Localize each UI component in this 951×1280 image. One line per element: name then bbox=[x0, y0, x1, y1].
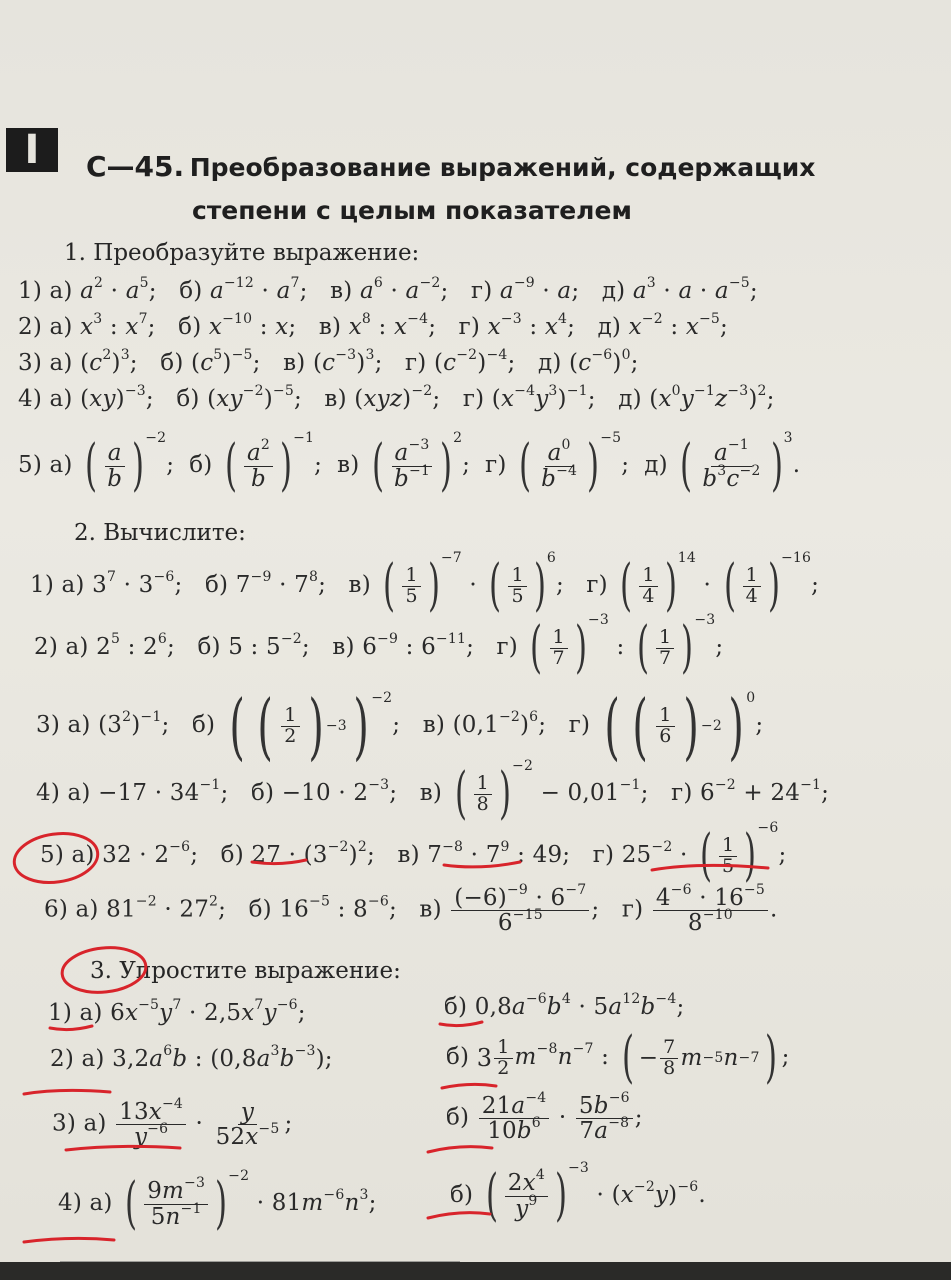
task3-heading: 3. Упростите выражение: bbox=[90, 958, 401, 984]
task2-heading: 2. Вычислите: bbox=[74, 520, 246, 546]
task1-row2: 2) а) $x^3$ : $x^7$; б) $x^{-10}$ : x; в) $x^8$ : $x^{-4}$; г) $x^{-3}$ : $x^4$; д) $x^{-2}$ : $x^{-5}$; bbox=[18, 311, 728, 340]
underline-3-1b bbox=[440, 1022, 482, 1026]
title-text-1: Преобразование выражений, содержащих bbox=[189, 153, 816, 182]
section-badge: I bbox=[6, 128, 58, 172]
task2-row2: 2) а) $2^5$ : $2^6$; б) 5 : $5^{-2}$; в) $6^{-9}$ : $6^{-11}$; г) ( 1 7 ) $^{-3}$ : ( 1 7 ) $^{-3}$; bbox=[34, 612, 724, 680]
task1-heading: 1. Преобразуйте выражение: bbox=[64, 240, 420, 266]
task3-row3b: б) $\frac{21a^{-4}}{10b^6}$ · $\frac{5b^{-6}}{7a^{-8}}$ ; bbox=[446, 1090, 643, 1145]
underline-3-1a bbox=[50, 1026, 92, 1030]
photo-bottom-edge bbox=[0, 1262, 951, 1280]
task3-row3a: 3) а) $\frac{13x^{-4}}{y^{-6}}$ · $\frac{y}{52x^{-5}}$ ; bbox=[52, 1096, 293, 1151]
section-title-line2 bbox=[192, 196, 632, 225]
underline-3-4a bbox=[24, 1238, 114, 1242]
task3-row2b: б) 3 1 2 $m^{-8}n^{-7}$ : ( − 7 8 m −5 n −7 ) ; bbox=[446, 1025, 790, 1090]
task2-row4: 4) $а) -17 \cdot 34^{-1}$; $б) -10 \cdot 2^{-3}$; в) ( 1 8 ) $^{-2} - 0,01^{-1}$; г) $6^{-2} + 24^{-1}$; bbox=[36, 758, 830, 826]
task2-row1: 1) а) $3^7 \cdot 3^{-6}$; б) $7^{-9} \cdot 7^8$; в) ( 1 5 ) $^{-7}$ · ( 1 5 ) $^6$; г) ( 1 4 ) $^{14}$ · ( 1 4 ) $^{-16}$; bbox=[30, 550, 820, 618]
task1-row4: 4) а) (xy)$^{-3}$; б) $(xy^{-2})^{-5}$; в) (xyz)$^{-2}$; г) $(x^{-4}y^3)^{-1}$; д) $(x^0y^{-1}z^{-3})^2$; bbox=[18, 383, 775, 412]
task3-row4a: 4) а) ( $9m^{-3}$ $5n^{-1}$ ) $^{-2} \cdot 81m^{-6}n^3$; bbox=[58, 1168, 377, 1236]
underline-3-3b bbox=[428, 1147, 492, 1152]
task2-row3: 3) а) $(3^2)^{-1}$; б) ( ( 1 2 ) −3 ) $^{-2}$; в) $(0,1^{-2})^6$; г) ( ( 1 6 ) −2 ) $^0$; bbox=[36, 684, 764, 768]
underline-3-2a bbox=[24, 1090, 110, 1094]
task1-row5: 5) а) ( a b ) $^{-2}$; б) ( $a^2$ b ) $^{-1}$; в) ( $a^{-3}$ $b^{-1}$ ) $^2$; г) ( $a^0$ $b^{-4}$ ) $^{-5}$; д) ( $a^{-1}$ $b^3c^{-2}$ ) $^3$. bbox=[18, 430, 801, 498]
task1-row3: 3) а) $(c^2)^3$; б) $(c^5)^{-5}$; в) $(c^{-3})^3$; г) $(c^{-2})^{-4}$; д) $(c^{-6})^0$; bbox=[18, 347, 639, 376]
task3-row1a: 1) а) $6x^{-5}y^7 \cdot 2,5x^7y^{-6}$; bbox=[48, 997, 306, 1026]
task2-row5: 5) а) $32 \cdot 2^{-6}$; б) $27 \cdot (3^{-2})^2$; в) $7^{-8} \cdot 7^9$ : 49; г) $25^{-2}$ · ( 1 5 ) $^{-6}$; bbox=[40, 820, 787, 888]
task3-row1b: б) $0,8a^{-6}b^4 \cdot 5a^{12}b^{-4}$; bbox=[444, 991, 685, 1020]
section-title-line1 bbox=[86, 150, 815, 183]
task3-row4b: б) ( $2x^4$ $y^9$ ) $^{-3} \cdot (x^{-2}y)^{-6}$. bbox=[450, 1160, 706, 1228]
task2-row6: 6) а) $81^{-2} \cdot 27^2$; б) $16^{-5}$ : $8^{-6}$; в) $\frac{(-6)^{-9} \cdot 6^{-7}}{6^{-15}}$ ; г) $\frac{4^{-6} \cdot 16^{-5}}{8^{-10}}$ . bbox=[44, 882, 778, 937]
section-code: С—45. bbox=[86, 150, 185, 183]
task3-row2a: 2) а) $3,2a^6b$ : $(0,8a^3b^{-3})$; bbox=[50, 1043, 333, 1072]
task1-row1: 1) а) $a^2 \cdot a^5$; б) $a^{-12} \cdot a^7$; в) $a^6 \cdot a^{-2}$; г) $a^{-9} \cdot a$; д) $a^3 \cdot a \cdot a^{-5}$; bbox=[18, 275, 758, 304]
title-text-2: степени с целым показателем bbox=[192, 196, 632, 225]
